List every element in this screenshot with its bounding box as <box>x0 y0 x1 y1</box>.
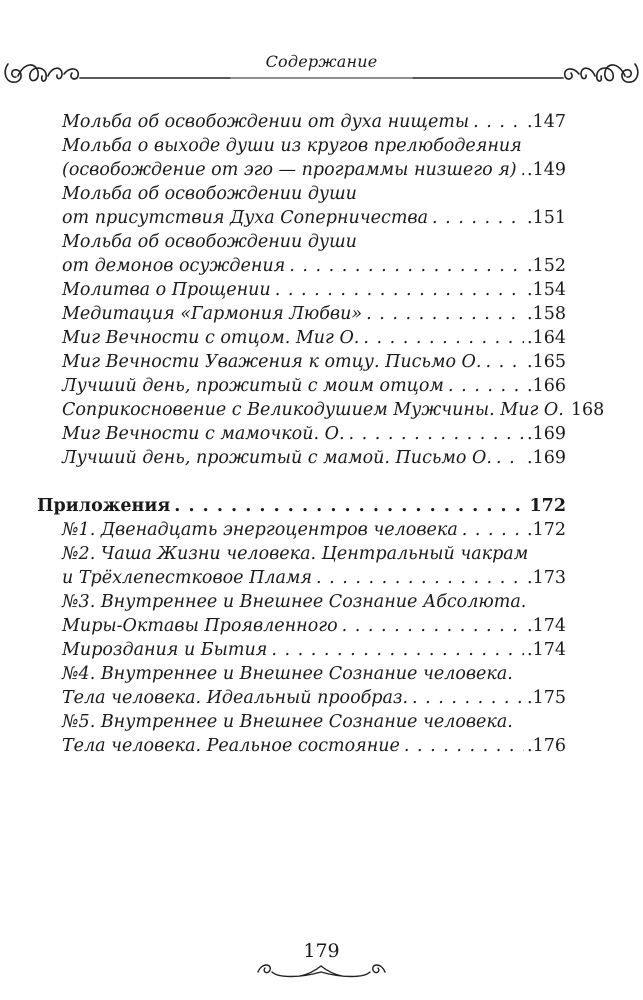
toc-entry: Молитва о Прощении . . . .154 <box>62 278 566 302</box>
toc-entry: Тела человека. Реальное состояние . . . .176 <box>62 734 566 758</box>
toc-entry: Мольба об освобождении души <box>62 232 357 252</box>
toc-section-heading: Приложения . . . 172 <box>37 494 566 518</box>
toc-entry: Медитация «Гармония Любви» . . . .158 <box>62 302 566 326</box>
toc-entry: (освобождение от эго — программы низшего я) . . . .149 <box>62 158 566 182</box>
page-number: 179 <box>303 940 340 962</box>
toc-entry: №2. Чаша Жизни человека. Центральный чакрам <box>62 544 529 564</box>
running-header <box>0 36 643 106</box>
toc-entry: Мольба об освобождении души <box>62 184 357 204</box>
toc-entry: Миры-Октавы Проявленного . . . .174 <box>62 614 566 638</box>
flourish-ornament-icon <box>0 36 643 106</box>
toc-entry: Лучший день, прожитый с мамой. Письмо О. . . . .169 <box>62 446 566 470</box>
toc-entry: Миг Вечности с мамочкой. О. . . . .169 <box>62 422 566 446</box>
toc-entry: Лучший день, прожитый с моим отцом . . . .166 <box>62 374 566 398</box>
toc-entry: Тела человека. Идеальный прообраз. . . . .175 <box>62 686 566 710</box>
toc-entry: Соприкосновение с Великодушием Мужчины. Миг О. 168 <box>62 400 605 420</box>
toc-entry: от демонов осуждения . . . .152 <box>62 254 566 278</box>
header-title: Содержание <box>265 52 378 71</box>
toc-entry: Мольба о выходе души из кругов прелюбодеяния <box>62 136 522 156</box>
toc-entry: №1. Двенадцать энергоцентров человека . . . .172 <box>62 518 566 542</box>
page-footer <box>0 938 643 988</box>
toc-entry: Миг Вечности Уважения к отцу. Письмо О. . . . .165 <box>62 350 566 374</box>
toc-entry: №5. Внутреннее и Внешнее Сознание человека. <box>62 712 513 732</box>
toc-entry: №3. Внутреннее и Внешнее Сознание Абсолюта. <box>62 592 527 612</box>
toc-entry: и Трёхлепестковое Пламя . . . .173 <box>62 566 566 590</box>
toc-entry: от присутствия Духа Соперничества . . . .151 <box>62 206 566 230</box>
toc-entry: №4. Внутреннее и Внешнее Сознание человека. <box>62 664 513 684</box>
toc-entry: Мольба об освобождении от духа нищеты . . . .147 <box>62 110 566 134</box>
toc-entry: Миг Вечности с отцом. Миг О. . . . .164 <box>62 326 566 350</box>
toc-entry: Мироздания и Бытия . . . .174 <box>62 638 566 662</box>
